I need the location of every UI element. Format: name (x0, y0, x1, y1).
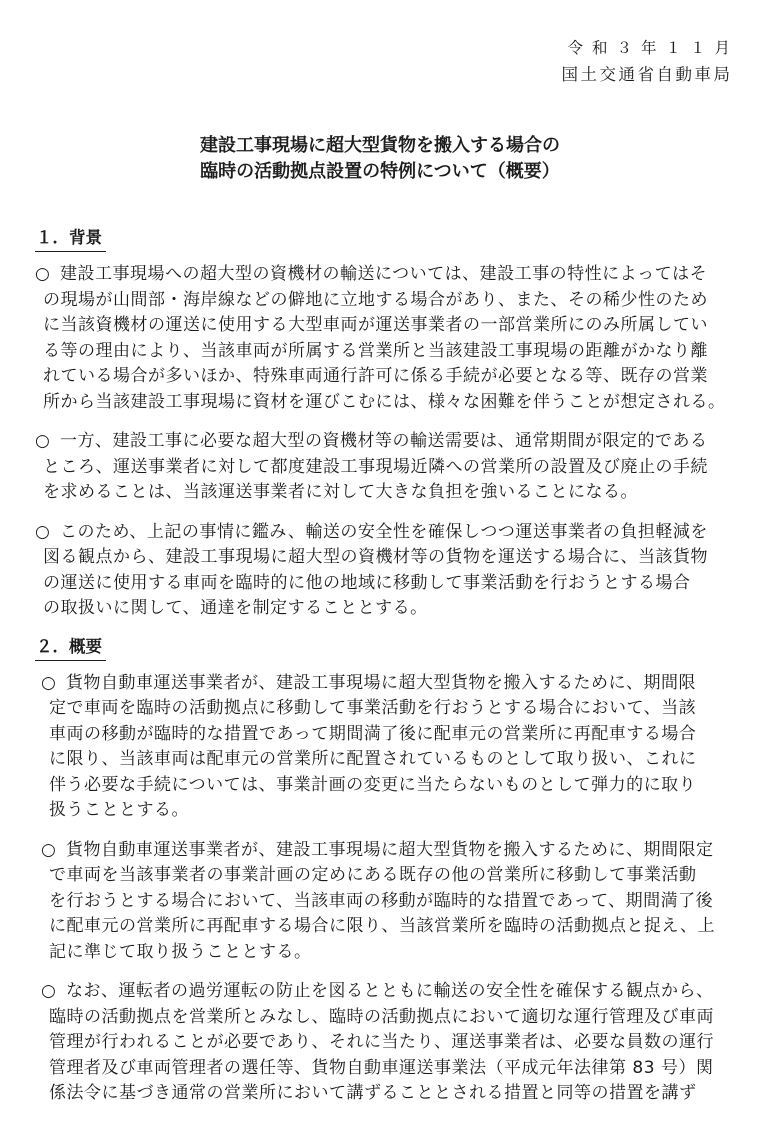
text-line (35, 288, 732, 314)
text-line (35, 429, 732, 455)
paragraph (41, 979, 732, 1107)
paragraph (41, 671, 732, 824)
document-title (0, 133, 760, 185)
line-text: 臨時の活動拠点を営業所とみなし、臨時の活動拠点において適切な運行管理及び車両 (49, 1006, 714, 1027)
line-text: 建設工事現場への超大型の資機材の輸送については、建設工事の特性によってはそ (60, 264, 708, 284)
text-line (41, 940, 732, 966)
line-text: れている場合が多いほか、特殊車両通行許可に係る手続が必要となる等、既存の営業 (43, 366, 708, 386)
line-text: 貨物自動車運送事業者が、建設工事現場に超大型貨物を搬入するために、期間限 (66, 672, 696, 693)
line-text: 車両の移動が臨時的な措置であって期間満了後に配車元の営業所に再配車する場合 (49, 723, 697, 744)
text-line (41, 1030, 732, 1056)
circle-bullet: ○ (41, 672, 57, 693)
text-line (35, 545, 732, 571)
text-line (35, 571, 732, 597)
paragraph (35, 429, 732, 506)
line-text: 管理者及び車両管理者の選任等、貨物自動車運送事業法（平成元年法律第 83 号）関 (49, 1057, 714, 1078)
text-line (35, 364, 732, 390)
text-line (41, 889, 732, 915)
circle-bullet: ○ (41, 839, 57, 860)
text-line (35, 339, 732, 365)
document-header (0, 0, 760, 85)
line-text: 管理が行われることが必要であり、それに当たり、運送事業者は、必要な員数の運行 (49, 1032, 714, 1052)
line-text: を求めることは、当該運送事業者に対して大きな負担を強いることになる。 (43, 482, 638, 502)
title-line-2: 臨時の活動拠点設置の特例について（概要） (200, 161, 560, 182)
text-line (41, 979, 732, 1005)
text-line (35, 455, 732, 481)
line-text: 貨物自動車運送事業者が、建設工事現場に超大型貨物を搬入するために、期間限定 (66, 839, 714, 860)
text-line (41, 798, 732, 824)
text-line (41, 747, 732, 773)
line-text: 一方、建設工事に必要な超大型の資機材等の輸送需要は、通常期間が限定的である (60, 431, 708, 451)
section-2 (35, 636, 732, 1107)
organization-line: 国土交通省自動車局 (561, 65, 733, 84)
line-text: 記に準じて取り扱うこととする。 (49, 941, 312, 962)
line-text: 定で車両を臨時の活動拠点に移動して事業活動を行おうとする場合において、当該 (49, 698, 697, 718)
document-body (35, 227, 732, 1107)
title-line-1: 建設工事現場に超大型貨物を搬入する場合の (200, 135, 560, 156)
text-line (41, 1081, 732, 1107)
line-text: に限り、当該車両は配車元の営業所に配置されているものとして取り扱い、これに (49, 749, 697, 769)
circle-bullet: ○ (35, 264, 51, 284)
circle-bullet: ○ (35, 521, 51, 542)
line-text: の運送に使用する車両を臨時的に他の地域に移動して事業活動を行おうとする場合 (43, 572, 691, 593)
text-line (35, 480, 732, 506)
text-line (41, 838, 732, 864)
line-text: の現場が山間部・海岸線などの僻地に立地する場合があり、また、その稀少性のため (43, 289, 708, 310)
line-text: の取扱いに関して、通達を制定することとする。 (43, 598, 428, 618)
line-text: このため、上記の事情に鑑み、輸送の安全性を確保しつつ運送事業者の負担軽減を (60, 521, 708, 542)
paragraph (35, 262, 732, 415)
line-text: 所から当該建設工事現場に資材を運びこむには、様々な困難を伴うことが想定される。 (43, 391, 726, 412)
text-line (35, 596, 732, 622)
section-heading (35, 227, 732, 252)
text-line (41, 914, 732, 940)
paragraph (41, 838, 732, 966)
circle-bullet: ○ (35, 431, 51, 451)
line-text: る等の理由により、当該車両が所属する営業所と当該建設工事現場の距離がかなり離 (43, 340, 708, 361)
paragraph (35, 520, 732, 622)
line-text: を行おうとする場合において、当該車両の移動が臨時的な措置であって、期間満了後 (49, 890, 714, 911)
line-text: 係法令に基づき通常の営業所において講ずることとされる措置と同等の措置を講ず (49, 1083, 697, 1103)
text-line (41, 863, 732, 889)
circle-bullet: ○ (41, 981, 57, 1001)
date-line: 令和３年１１月 (567, 39, 739, 57)
line-text: で車両を当該事業者の事業計画の定めにある既存の他の営業所に移動して事業活動 (49, 865, 697, 885)
line-text: に配車元の営業所に再配車する場合に限り、当該営業所を臨時の活動拠点と捉え、上 (49, 916, 716, 936)
text-line (41, 696, 732, 722)
text-line (41, 1005, 732, 1031)
text-line (41, 671, 732, 697)
text-line (35, 390, 732, 416)
section-heading-text: ２．概要 (35, 636, 106, 661)
line-text: 伴う必要な手続については、事業計画の変更に当たらないものとして弾力的に取り (49, 774, 697, 795)
text-line (35, 313, 732, 339)
text-line (41, 773, 732, 799)
section-1 (35, 227, 732, 622)
section-heading-text: １．背景 (35, 227, 106, 252)
text-line (35, 262, 732, 288)
text-line (41, 722, 732, 748)
line-text: なお、運転者の過労運転の防止を図るとともに輸送の安全性を確保する観点から、 (66, 981, 714, 1001)
text-line (35, 520, 732, 546)
line-text: ところ、運送事業者に対して都度建設工事現場近隣への営業所の設置及び廃止の手続 (43, 456, 708, 477)
text-line (41, 1056, 732, 1082)
section-heading (35, 636, 732, 661)
line-text: 図る観点から、建設工事現場に超大型の資機材等の貨物を運送する場合に、当該貨物 (43, 547, 708, 567)
line-text: に当該資機材の運送に使用する大型車両が運送事業者の一部営業所にのみ所属してい (43, 315, 708, 335)
line-text: 扱うこととする。 (49, 800, 189, 820)
